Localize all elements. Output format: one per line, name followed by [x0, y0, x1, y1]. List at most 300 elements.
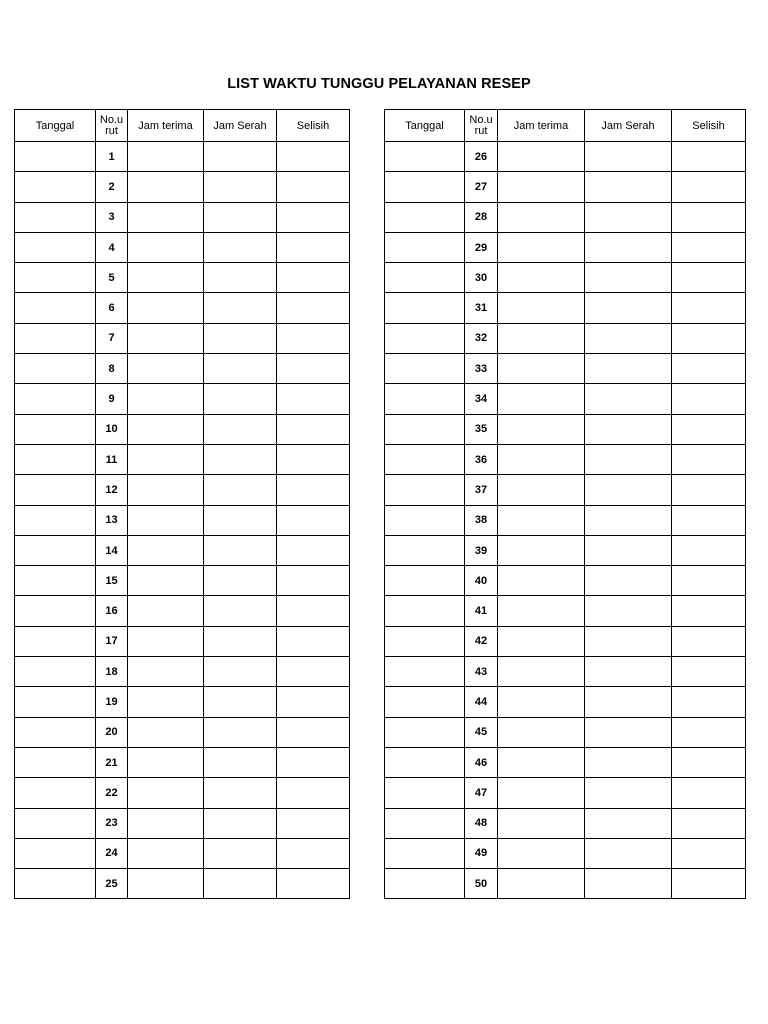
tanggal-cell [385, 323, 465, 353]
selisih-cell [277, 869, 350, 899]
jam-terima-cell [498, 808, 585, 838]
header-no-urut-line2: rut [474, 124, 488, 137]
jam-terima-cell [498, 778, 585, 808]
tanggal-cell [15, 505, 96, 535]
table-row [385, 747, 746, 777]
tanggal-cell [385, 414, 465, 444]
jam-terima-cell [128, 717, 204, 747]
jam-terima-cell [128, 626, 204, 656]
jam-terima-cell [498, 505, 585, 535]
tanggal-cell [385, 142, 465, 172]
jam-serah-cell [585, 808, 672, 838]
jam-terima-cell [128, 142, 204, 172]
jam-terima-cell [498, 354, 585, 384]
jam-serah-cell [585, 293, 672, 323]
no-urut-cell: 18 [96, 657, 128, 687]
no-urut-cell: 39 [465, 535, 498, 565]
table-row [15, 657, 350, 687]
no-urut-cell: 14 [96, 535, 128, 565]
selisih-cell [277, 384, 350, 414]
jam-serah-cell [204, 384, 277, 414]
selisih-cell [672, 657, 746, 687]
selisih-cell [672, 293, 746, 323]
jam-serah-cell [585, 475, 672, 505]
tanggal-cell [15, 626, 96, 656]
jam-terima-cell [498, 142, 585, 172]
tanggal-cell [15, 142, 96, 172]
no-urut-cell: 42 [465, 626, 498, 656]
table-row [385, 838, 746, 868]
table-row [15, 293, 350, 323]
no-urut-cell: 29 [465, 232, 498, 262]
table-body-right [385, 142, 746, 899]
jam-serah-cell [585, 717, 672, 747]
no-urut-cell: 19 [96, 687, 128, 717]
tanggal-cell [385, 778, 465, 808]
table-row [15, 172, 350, 202]
jam-terima-cell [128, 869, 204, 899]
table-row [15, 414, 350, 444]
jam-serah-cell [585, 414, 672, 444]
selisih-cell [672, 354, 746, 384]
no-urut-cell: 22 [96, 778, 128, 808]
selisih-cell [277, 202, 350, 232]
no-urut-cell: 44 [465, 687, 498, 717]
jam-serah-cell [204, 323, 277, 353]
no-urut-cell: 48 [465, 808, 498, 838]
tanggal-cell [15, 475, 96, 505]
selisih-cell [277, 747, 350, 777]
jam-serah-cell [204, 566, 277, 596]
header-jam-terima: Jam terima [498, 110, 585, 142]
table-row [15, 596, 350, 626]
jam-serah-cell [585, 172, 672, 202]
selisih-cell [672, 414, 746, 444]
tanggal-cell [15, 535, 96, 565]
jam-terima-cell [498, 444, 585, 474]
selisih-cell [277, 263, 350, 293]
jam-serah-cell [585, 838, 672, 868]
tanggal-cell [15, 717, 96, 747]
selisih-cell [672, 687, 746, 717]
jam-serah-cell [204, 475, 277, 505]
header-jam-terima: Jam terima [128, 110, 204, 142]
no-urut-cell: 23 [96, 808, 128, 838]
no-urut-cell: 30 [465, 263, 498, 293]
no-urut-cell: 46 [465, 747, 498, 777]
no-urut-cell: 26 [465, 142, 498, 172]
selisih-cell [672, 535, 746, 565]
no-urut-cell: 41 [465, 596, 498, 626]
jam-terima-cell [498, 535, 585, 565]
no-urut-cell: 7 [96, 323, 128, 353]
selisih-cell [672, 232, 746, 262]
jam-terima-cell [498, 747, 585, 777]
tanggal-cell [385, 566, 465, 596]
selisih-cell [277, 444, 350, 474]
jam-terima-cell [128, 687, 204, 717]
jam-serah-cell [204, 596, 277, 626]
selisih-cell [672, 384, 746, 414]
selisih-cell [277, 232, 350, 262]
selisih-cell [277, 505, 350, 535]
jam-serah-cell [585, 444, 672, 474]
table-row [15, 475, 350, 505]
table-row [15, 142, 350, 172]
tanggal-cell [15, 869, 96, 899]
jam-serah-cell [585, 566, 672, 596]
jam-terima-cell [498, 657, 585, 687]
jam-terima-cell [498, 202, 585, 232]
selisih-cell [672, 323, 746, 353]
table-row [385, 142, 746, 172]
table-row [15, 202, 350, 232]
header-jam-serah: Jam Serah [204, 110, 277, 142]
selisih-cell [672, 202, 746, 232]
jam-terima-cell [128, 384, 204, 414]
jam-serah-cell [204, 444, 277, 474]
table-row [385, 232, 746, 262]
tanggal-cell [385, 475, 465, 505]
tanggal-cell [15, 596, 96, 626]
table-header-row [15, 110, 350, 142]
tanggal-cell [385, 535, 465, 565]
jam-terima-cell [128, 657, 204, 687]
selisih-cell [672, 717, 746, 747]
tanggal-cell [15, 323, 96, 353]
table-row [385, 384, 746, 414]
table-row [15, 566, 350, 596]
no-urut-cell: 28 [465, 202, 498, 232]
jam-serah-cell [204, 778, 277, 808]
jam-serah-cell [204, 626, 277, 656]
table-row [15, 808, 350, 838]
selisih-cell [672, 505, 746, 535]
tanggal-cell [15, 293, 96, 323]
jam-serah-cell [204, 657, 277, 687]
no-urut-cell: 16 [96, 596, 128, 626]
table-row [385, 778, 746, 808]
tanggal-cell [15, 778, 96, 808]
jam-serah-cell [585, 778, 672, 808]
jam-terima-cell [498, 293, 585, 323]
tanggal-cell [385, 172, 465, 202]
selisih-cell [672, 596, 746, 626]
selisih-cell [277, 323, 350, 353]
table-row [385, 596, 746, 626]
table-row [385, 323, 746, 353]
jam-serah-cell [204, 232, 277, 262]
tanggal-cell [385, 687, 465, 717]
jam-terima-cell [498, 323, 585, 353]
no-urut-cell: 2 [96, 172, 128, 202]
no-urut-cell: 38 [465, 505, 498, 535]
jam-terima-cell [128, 535, 204, 565]
table-row [15, 505, 350, 535]
tanggal-cell [385, 717, 465, 747]
selisih-cell [672, 172, 746, 202]
tanggal-cell [15, 657, 96, 687]
table-row [385, 172, 746, 202]
selisih-cell [672, 869, 746, 899]
table-row [15, 535, 350, 565]
table-row [385, 202, 746, 232]
table-row [15, 323, 350, 353]
jam-terima-cell [128, 505, 204, 535]
table-row [385, 566, 746, 596]
header-no-urut-line1: No.u [469, 113, 493, 126]
tanggal-cell [15, 808, 96, 838]
jam-serah-cell [585, 747, 672, 777]
no-urut-cell: 49 [465, 838, 498, 868]
jam-terima-cell [498, 232, 585, 262]
table-row [385, 475, 746, 505]
table-row [385, 535, 746, 565]
jam-terima-cell [498, 869, 585, 899]
no-urut-cell: 6 [96, 293, 128, 323]
selisih-cell [672, 626, 746, 656]
tanggal-cell [385, 444, 465, 474]
header-no-urut-line1: No.u [99, 113, 124, 126]
jam-terima-cell [128, 263, 204, 293]
no-urut-cell: 10 [96, 414, 128, 444]
selisih-cell [672, 778, 746, 808]
jam-terima-cell [498, 687, 585, 717]
header-tanggal: Tanggal [15, 110, 96, 142]
jam-terima-cell [128, 566, 204, 596]
jam-serah-cell [204, 505, 277, 535]
tanggal-cell [385, 263, 465, 293]
no-urut-cell: 1 [96, 142, 128, 172]
selisih-cell [277, 414, 350, 444]
jam-terima-cell [128, 354, 204, 384]
jam-terima-cell [128, 172, 204, 202]
jam-terima-cell [128, 444, 204, 474]
jam-serah-cell [204, 293, 277, 323]
jam-terima-cell [498, 172, 585, 202]
no-urut-cell: 3 [96, 202, 128, 232]
table-row [15, 687, 350, 717]
header-selisih: Selisih [672, 110, 746, 142]
tanggal-cell [385, 596, 465, 626]
table-row [15, 263, 350, 293]
table-row [385, 505, 746, 535]
jam-terima-cell [498, 384, 585, 414]
jam-terima-cell [498, 838, 585, 868]
selisih-cell [277, 475, 350, 505]
tanggal-cell [385, 838, 465, 868]
jam-terima-cell [128, 808, 204, 838]
selisih-cell [277, 566, 350, 596]
jam-serah-cell [204, 808, 277, 838]
jam-terima-cell [128, 202, 204, 232]
table-row [385, 263, 746, 293]
waiting-time-table-left [14, 109, 350, 899]
tanggal-cell [385, 202, 465, 232]
no-urut-cell: 27 [465, 172, 498, 202]
selisih-cell [277, 778, 350, 808]
tanggal-cell [15, 838, 96, 868]
table-row [385, 657, 746, 687]
no-urut-cell: 15 [96, 566, 128, 596]
selisih-cell [672, 142, 746, 172]
table-row [15, 778, 350, 808]
jam-terima-cell [498, 626, 585, 656]
no-urut-cell: 12 [96, 475, 128, 505]
tanggal-cell [385, 232, 465, 262]
jam-terima-cell [128, 414, 204, 444]
jam-serah-cell [585, 535, 672, 565]
selisih-cell [672, 808, 746, 838]
tanggal-cell [385, 657, 465, 687]
selisih-cell [277, 172, 350, 202]
tanggal-cell [15, 747, 96, 777]
tanggal-cell [15, 202, 96, 232]
no-urut-cell: 11 [96, 444, 128, 474]
jam-serah-cell [204, 687, 277, 717]
tanggal-cell [15, 566, 96, 596]
selisih-cell [672, 747, 746, 777]
jam-serah-cell [585, 263, 672, 293]
tanggal-cell [15, 687, 96, 717]
jam-serah-cell [204, 717, 277, 747]
selisih-cell [277, 687, 350, 717]
selisih-cell [277, 838, 350, 868]
selisih-cell [672, 838, 746, 868]
tanggal-cell [385, 869, 465, 899]
no-urut-cell: 47 [465, 778, 498, 808]
selisih-cell [277, 293, 350, 323]
no-urut-cell: 32 [465, 323, 498, 353]
no-urut-cell: 8 [96, 354, 128, 384]
selisih-cell [277, 657, 350, 687]
table-row [15, 444, 350, 474]
tanggal-cell [385, 384, 465, 414]
selisih-cell [277, 626, 350, 656]
jam-serah-cell [585, 869, 672, 899]
table-row [385, 687, 746, 717]
selisih-cell [277, 717, 350, 747]
jam-serah-cell [204, 354, 277, 384]
table-row [385, 444, 746, 474]
table-row [385, 717, 746, 747]
header-no-urut [465, 110, 498, 142]
selisih-cell [672, 566, 746, 596]
jam-serah-cell [585, 323, 672, 353]
selisih-cell [672, 475, 746, 505]
header-no-urut [96, 110, 128, 142]
table-row [15, 747, 350, 777]
jam-terima-cell [128, 293, 204, 323]
no-urut-cell: 20 [96, 717, 128, 747]
no-urut-cell: 5 [96, 263, 128, 293]
no-urut-cell: 31 [465, 293, 498, 323]
selisih-cell [277, 142, 350, 172]
jam-serah-cell [204, 202, 277, 232]
jam-serah-cell [204, 535, 277, 565]
no-urut-cell: 35 [465, 414, 498, 444]
no-urut-cell: 21 [96, 747, 128, 777]
jam-terima-cell [498, 263, 585, 293]
tanggal-cell [385, 293, 465, 323]
jam-terima-cell [128, 778, 204, 808]
jam-terima-cell [498, 475, 585, 505]
jam-serah-cell [585, 596, 672, 626]
jam-serah-cell [204, 172, 277, 202]
table-row [15, 838, 350, 868]
table-header-row [385, 110, 746, 142]
table-row [15, 354, 350, 384]
jam-terima-cell [128, 475, 204, 505]
no-urut-cell: 43 [465, 657, 498, 687]
tanggal-cell [15, 444, 96, 474]
jam-terima-cell [128, 323, 204, 353]
jam-serah-cell [204, 747, 277, 777]
jam-serah-cell [585, 687, 672, 717]
jam-terima-cell [498, 566, 585, 596]
selisih-cell [277, 535, 350, 565]
tanggal-cell [385, 505, 465, 535]
tanggal-cell [15, 263, 96, 293]
selisih-cell [277, 808, 350, 838]
jam-serah-cell [204, 869, 277, 899]
table-row [15, 626, 350, 656]
jam-serah-cell [585, 202, 672, 232]
jam-serah-cell [585, 354, 672, 384]
header-no-urut-line2: rut [105, 124, 118, 137]
tanggal-cell [15, 354, 96, 384]
no-urut-cell: 37 [465, 475, 498, 505]
no-urut-cell: 17 [96, 626, 128, 656]
no-urut-cell: 25 [96, 869, 128, 899]
jam-serah-cell [204, 414, 277, 444]
no-urut-cell: 24 [96, 838, 128, 868]
jam-serah-cell [204, 142, 277, 172]
jam-terima-cell [498, 717, 585, 747]
table-row [15, 717, 350, 747]
tanggal-cell [15, 414, 96, 444]
tanggal-cell [385, 747, 465, 777]
no-urut-cell: 50 [465, 869, 498, 899]
tanggal-cell [15, 384, 96, 414]
table-row [385, 626, 746, 656]
no-urut-cell: 45 [465, 717, 498, 747]
selisih-cell [277, 354, 350, 384]
jam-serah-cell [204, 838, 277, 868]
tanggal-cell [15, 172, 96, 202]
table-row [385, 414, 746, 444]
table-body-left [15, 142, 350, 899]
table-row [385, 808, 746, 838]
jam-serah-cell [204, 263, 277, 293]
table-row [385, 869, 746, 899]
tanggal-cell [385, 354, 465, 384]
jam-serah-cell [585, 142, 672, 172]
jam-terima-cell [128, 838, 204, 868]
no-urut-cell: 36 [465, 444, 498, 474]
no-urut-cell: 33 [465, 354, 498, 384]
tanggal-cell [15, 232, 96, 262]
table-row [15, 869, 350, 899]
table-row [15, 384, 350, 414]
no-urut-cell: 13 [96, 505, 128, 535]
jam-terima-cell [128, 232, 204, 262]
jam-terima-cell [498, 596, 585, 626]
header-selisih: Selisih [277, 110, 350, 142]
table-row [385, 293, 746, 323]
jam-serah-cell [585, 232, 672, 262]
selisih-cell [672, 444, 746, 474]
